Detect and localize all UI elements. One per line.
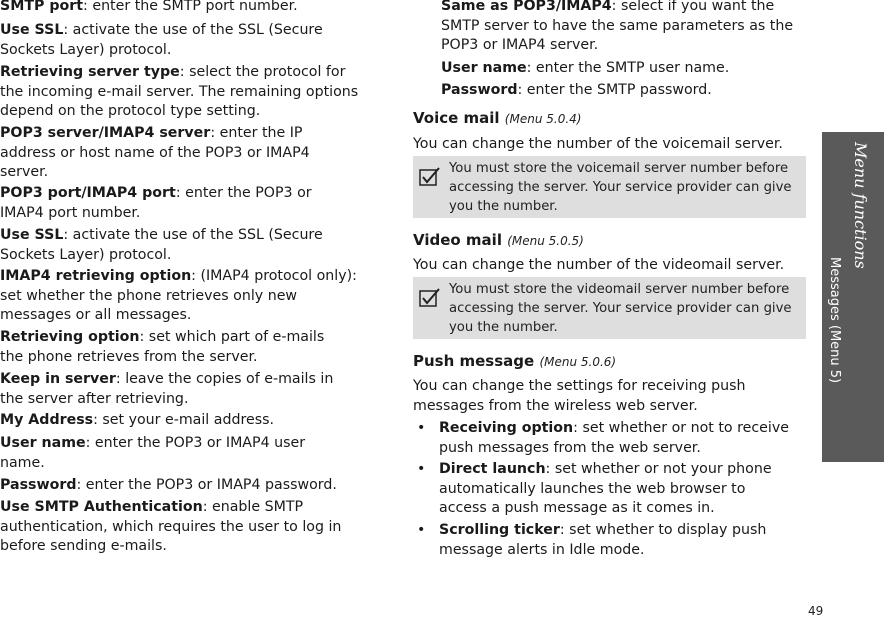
setting-use-smtp-authentication: Use SMTP Authentication: enable SMTP authentication, which requires the user to log in before sending e-mails.	[0, 499, 342, 554]
bullet-dot: •	[417, 420, 426, 436]
video-mail-body: You can change the number of the videomail server.	[413, 257, 785, 273]
push-message-heading: Push message (Menu 5.0.6)	[413, 352, 617, 370]
push-message-body: You can change the settings for receiving push messages from the wireless web server.	[413, 378, 746, 414]
video-mail-heading: Video mail (Menu 5.0.5)	[413, 231, 584, 249]
page-number: 49	[808, 604, 824, 618]
setting-pop3-imap4-port: POP3 port/IMAP4 port: enter the POP3 or IMAP4 port number.	[0, 185, 312, 221]
bullet-dot: •	[417, 461, 426, 477]
bullet-text: Direct launch: set whether or not your phone automatically launches the web browser to access a push message as it comes in.	[439, 461, 772, 516]
setting-retrieving-server-type: Retrieving server type: select the protocol for the incoming e-mail server. The remaining options depend on the protocol type setting.	[0, 64, 359, 119]
voice-mail-heading: Voice mail (Menu 5.0.4)	[413, 109, 582, 127]
setting-smtp-password: Password: enter the SMTP password.	[441, 82, 712, 98]
chapter-title: Menu functions	[851, 142, 870, 269]
setting-same-as-pop3-imap4: Same as POP3/IMAP4: select if you want the SMTP server to have the same parameters as the POP3 or IMAP4 server.	[441, 0, 794, 53]
voice-mail-body: You can change the number of the voicemail server.	[413, 136, 783, 152]
setting-pop3-imap4-server: POP3 server/IMAP4 server: enter the IP address or host name of the POP3 or IMAP4 server.	[0, 125, 310, 180]
checkmark-box-icon	[419, 288, 441, 308]
video-mail-note	[413, 277, 806, 339]
setting-imap4-retrieving-option: IMAP4 retrieving option: (IMAP4 protocol only): set whether the phone retrieves only new messages or all messages.	[0, 268, 357, 323]
setting-password: Password: enter the POP3 or IMAP4 password.	[0, 477, 337, 493]
note-text: You must store the videomail server number before accessing the server. Your service provider can give you the number.	[449, 282, 792, 335]
chapter-side-tab	[822, 132, 884, 462]
bullet-text: Scrolling ticker: set whether to display push message alerts in Idle mode.	[439, 522, 767, 558]
setting-use-ssl: Use SSL: activate the use of the SSL (Secure Sockets Layer) protocol.	[0, 22, 323, 58]
note-text: You must store the voicemail server number before accessing the server. Your service provider can give you the number.	[449, 161, 792, 214]
chapter-subtitle: Messages (Menu 5)	[827, 257, 842, 384]
setting-use-ssl-2: Use SSL: activate the use of the SSL (Secure Sockets Layer) protocol.	[0, 227, 323, 263]
setting-user-name: User name: enter the POP3 or IMAP4 user name.	[0, 435, 306, 471]
setting-my-address: My Address: set your e-mail address.	[0, 412, 275, 428]
bullet-text: Receiving option: set whether or not to receive push messages from the web server.	[439, 420, 789, 456]
setting-keep-in-server: Keep in server: leave the copies of e-mails in the server after retrieving.	[0, 371, 334, 407]
setting-retrieving-option: Retrieving option: set which part of e-mails the phone retrieves from the server.	[0, 329, 325, 365]
voice-mail-note	[413, 156, 806, 218]
bullet-dot: •	[417, 522, 426, 538]
setting-smtp-user-name: User name: enter the SMTP user name.	[441, 60, 730, 76]
setting-smtp-port: SMTP port: enter the SMTP port number.	[0, 0, 298, 14]
checkmark-box-icon	[419, 167, 441, 187]
